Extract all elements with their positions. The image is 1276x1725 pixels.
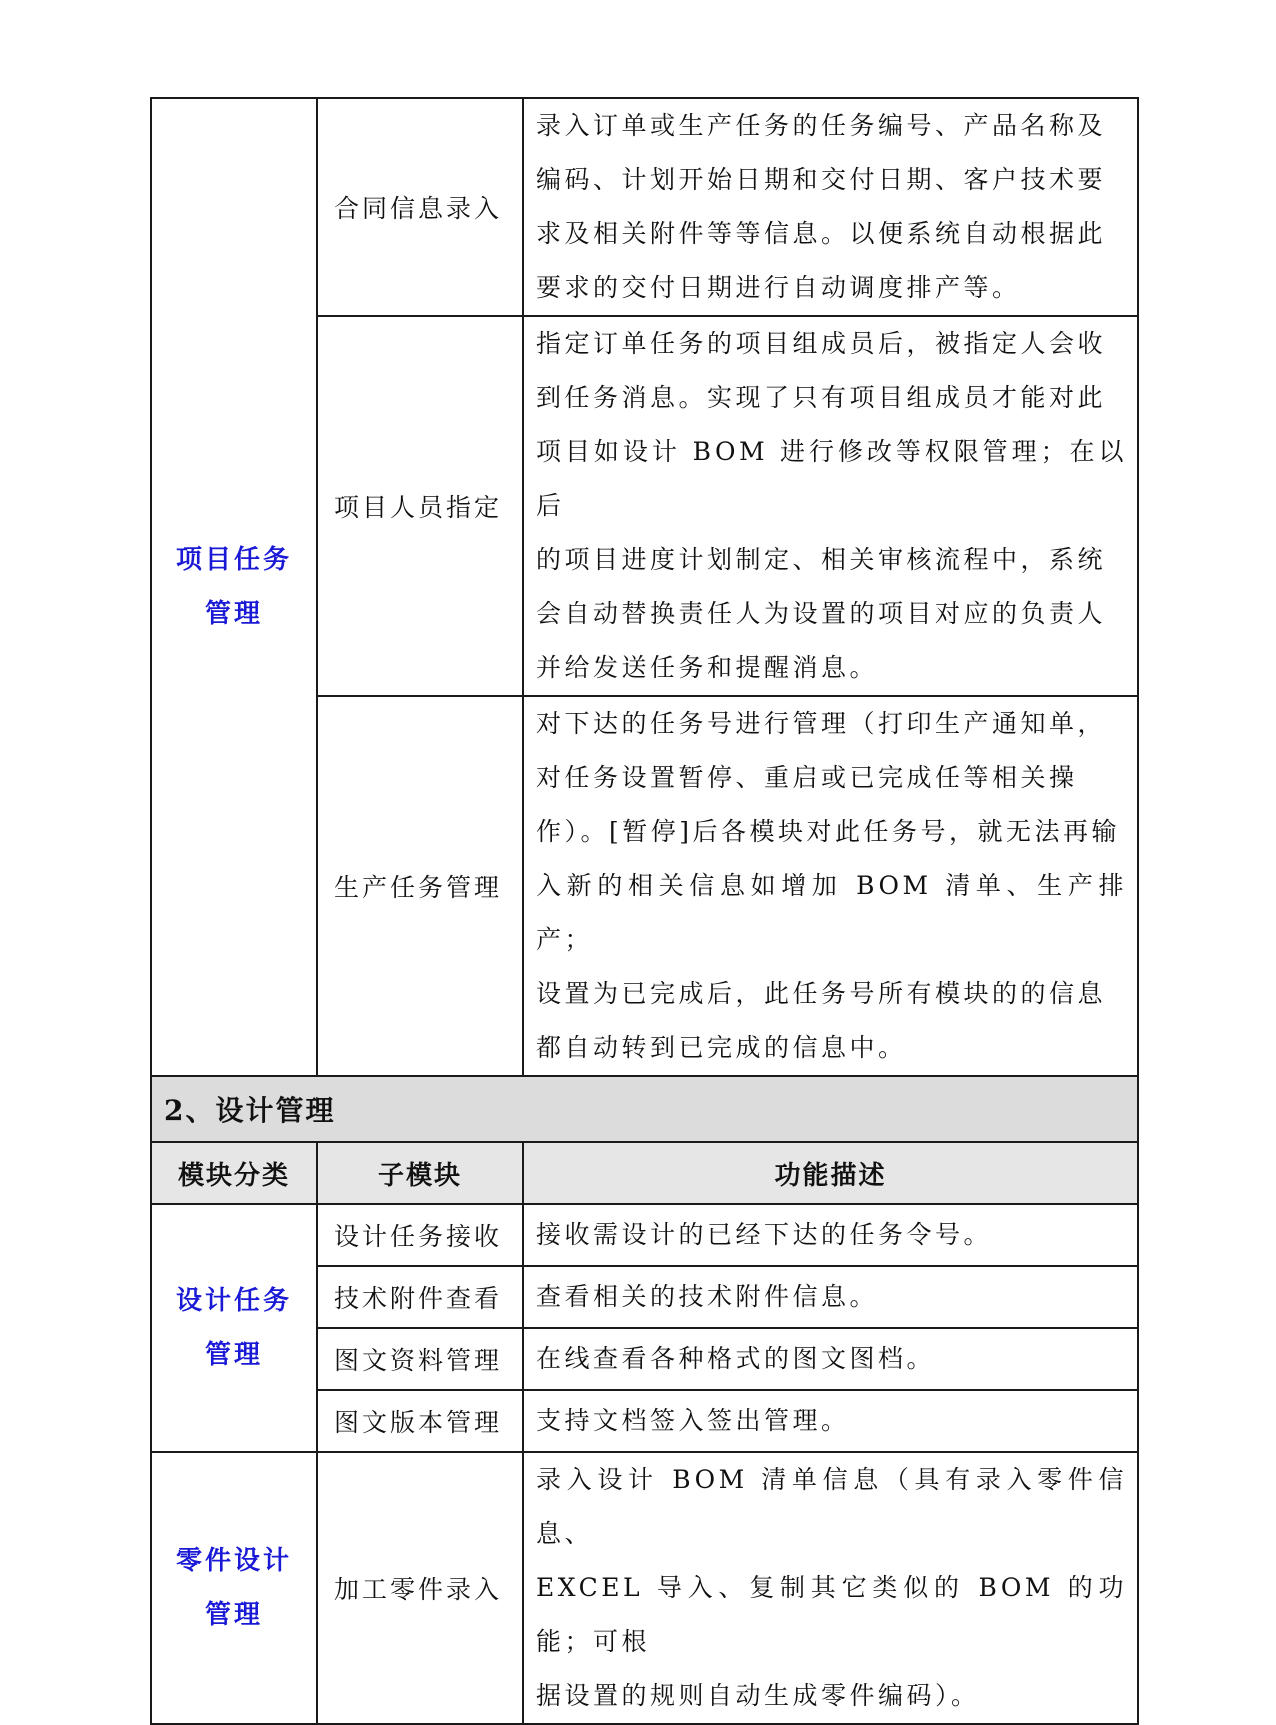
description-cell <box>523 316 1138 696</box>
description-cell <box>523 98 1138 316</box>
description-cell: 在线查看各种格式的图文图档。 <box>523 1328 1138 1390</box>
table-row <box>151 98 1138 316</box>
submodule-cell: 技术附件查看 <box>317 1266 523 1328</box>
category-label-line: 管理 <box>204 1340 263 1370</box>
category-label-line: 管理 <box>204 1600 263 1630</box>
category-label-line: 项目任务 <box>175 545 292 575</box>
description-line: 入新的相关信息如增加 BOM 清单、生产排产； <box>536 871 1127 954</box>
description-line: 都自动转到已完成的信息中。 <box>536 1033 907 1062</box>
function-spec-table <box>150 97 1139 1725</box>
submodule-cell: 图文资料管理 <box>317 1328 523 1390</box>
submodule-cell: 图文版本管理 <box>317 1390 523 1452</box>
description-line: 作）。[暂停]后各模块对此任务号，就无法再输 <box>536 817 1121 846</box>
category-label-line: 设计任务 <box>175 1286 292 1316</box>
description-cell: 查看相关的技术附件信息。 <box>523 1266 1138 1328</box>
description-line: 录入订单或生产任务的任务编号、产品名称及 <box>536 111 1107 140</box>
description-line: 会自动替换责任人为设置的项目对应的负责人 <box>536 599 1107 628</box>
section-heading-row <box>151 1076 1138 1142</box>
description-line: 编码、计划开始日期和交付日期、客户技术要 <box>536 165 1107 194</box>
header-row <box>151 1142 1138 1204</box>
header-category: 模块分类 <box>151 1142 317 1204</box>
description-line: 到任务消息。实现了只有项目组成员才能对此 <box>536 383 1107 412</box>
submodule-cell: 合同信息录入 <box>317 98 523 316</box>
header-description: 功能描述 <box>523 1142 1138 1204</box>
category-label-line: 零件设计 <box>175 1546 292 1576</box>
description-cell: 支持文档签入签出管理。 <box>523 1390 1138 1452</box>
description-line: 录入设计 BOM 清单信息（具有录入零件信息、 <box>536 1465 1127 1548</box>
description-cell <box>523 696 1138 1076</box>
description-line: 的项目进度计划制定、相关审核流程中，系统 <box>536 545 1107 574</box>
category-cell <box>151 1452 317 1724</box>
header-submodule: 子模块 <box>317 1142 523 1204</box>
description-line: 据设置的规则自动生成零件编码）。 <box>536 1681 980 1710</box>
description-line: 对任务设置暂停、重启或已完成任等相关操 <box>536 763 1078 792</box>
submodule-cell: 设计任务接收 <box>317 1204 523 1266</box>
description-line: 对下达的任务号进行管理（打印生产通知单， <box>536 709 1107 738</box>
description-line: 设置为已完成后，此任务号所有模块的的信息 <box>536 979 1107 1008</box>
description-line: 并给发送任务和提醒消息。 <box>536 653 879 682</box>
description-cell <box>523 1452 1138 1724</box>
description-line: 求及相关附件等等信息。以便系统自动根据此 <box>536 219 1107 248</box>
submodule-cell: 生产任务管理 <box>317 696 523 1076</box>
description-cell: 接收需设计的已经下达的任务令号。 <box>523 1204 1138 1266</box>
description-line: 指定订单任务的项目组成员后，被指定人会收 <box>536 329 1107 358</box>
category-label-line: 管理 <box>204 599 263 629</box>
table-row <box>151 1204 1138 1266</box>
submodule-cell: 项目人员指定 <box>317 316 523 696</box>
description-line: EXCEL 导入、复制其它类似的 BOM 的功能；可根 <box>536 1573 1127 1656</box>
description-line: 项目如设计 BOM 进行修改等权限管理；在以后 <box>536 437 1127 520</box>
table-row <box>151 1452 1138 1724</box>
category-cell <box>151 1204 317 1452</box>
submodule-cell: 加工零件录入 <box>317 1452 523 1724</box>
section-title: 2、设计管理 <box>151 1076 1138 1142</box>
category-cell <box>151 98 317 1076</box>
description-line: 要求的交付日期进行自动调度排产等。 <box>536 273 1021 302</box>
